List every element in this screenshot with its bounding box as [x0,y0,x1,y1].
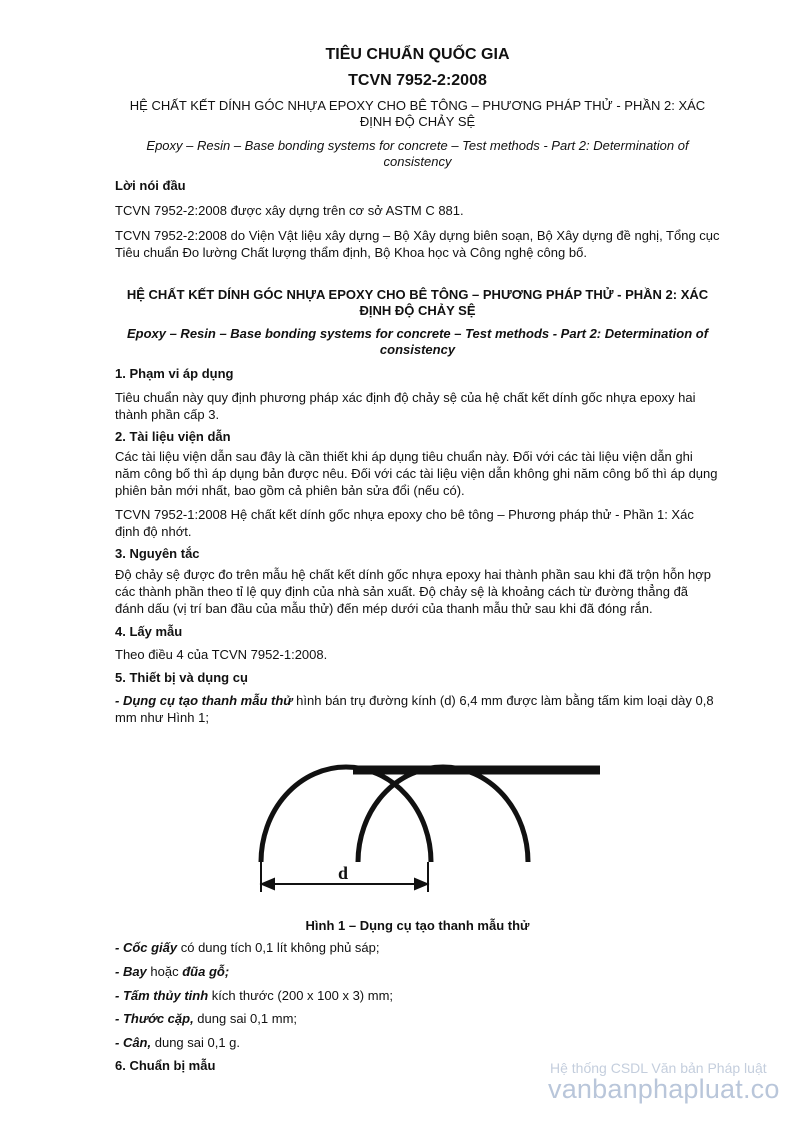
document-title: TIÊU CHUẨN QUỐC GIA [325,46,510,63]
equipment-item-stick-label: đũa gỗ; [182,964,230,979]
equipment-item-glass-label: - Tấm thủy tinh [115,988,209,1003]
section-2-text-2: TCVN 7952-1:2008 Hệ chất kết dính gốc nhựa epoxy cho bê tông – Phương pháp thử - Phần 1: Xác định độ nhớt. [115,507,694,539]
section-2-heading: 2. Tài liệu viện dẫn [115,429,231,444]
mold-arc-right [358,767,528,862]
equipment-item-caliper-text: dung sai 0,1 mm; [193,1011,298,1026]
equipment-item-scale-label: - Cân, [115,1035,152,1050]
section-3-heading: 3. Nguyên tắc [115,546,200,561]
standard-code: TCVN 7952-2:2008 [348,72,487,89]
section-3-text: Độ chảy sệ được đo trên mẫu hệ chất kết dính gốc nhựa epoxy hai thành phần sau khi đã trộn hỗn hợp các thành phần theo tỉ lệ quy định của nhà sản xuất. Độ chảy sệ là khoảng cách từ đường thẳng đã đánh dấu (vị trí ban đầu của mẫu thử) đến mép dưới của thanh mẫu thử sau khi đã đóng rắn. [115,567,712,616]
section-1-heading: 1. Phạm vi áp dụng [115,366,234,381]
watermark-line-2: vanbanphapluat.co [548,1074,780,1104]
section-4-text: Theo điều 4 của TCVN 7952-1:2008. [115,647,328,662]
figure-caption: Hình 1 – Dụng cụ tạo thanh mẫu thử [305,918,530,933]
equipment-item-cup-text: có dung tích 0,1 lít không phủ sáp; [177,940,380,955]
equipment-item-trowel-label: - Bay [115,964,147,979]
section-6-heading: 6. Chuẩn bị mẫu [115,1058,216,1073]
equipment-item-trowel-mid: hoặc [146,964,183,979]
section-4-heading: 4. Lấy mẫu [115,624,183,639]
equipment-item-cup [115,939,720,956]
foreword-paragraph-2: TCVN 7952-2:2008 do Viện Vật liệu xây dựng – Bộ Xây dựng biên soạn, Bộ Xây dựng đề nghị, Tổng cục Tiêu chuẩn Đo lường Chất lượng thẩm định, Bộ Khoa học và Công nghệ công bố. [115,228,720,260]
arrowhead-right [415,879,427,889]
equipment-item-mold-text: hình bán trụ đường kính (d) 6,4 mm được làm bằng tấm kim loại dày 0,8 mm như Hình 1; [115,693,714,725]
equipment-item-trowel [115,963,720,980]
foreword-paragraph-1: TCVN 7952-2:2008 được xây dựng trên cơ sở ASTM C 881. [115,203,464,218]
mold-arc-left [261,767,431,862]
body-title-vietnamese: HỆ CHẤT KẾT DÍNH GÓC NHỰA EPOXY CHO BÊ TÔNG – PHƯƠNG PHÁP THỬ - PHẦN 2: XÁC ĐỊNH ĐỘ CHẢY SỆ [126,287,709,318]
equipment-item-glass [115,987,720,1004]
equipment-item-glass-text: kích thước (200 x 100 x 3) mm; [208,988,394,1003]
mold-drawing [261,767,528,862]
foreword-heading: Lời nói đầu [115,178,186,193]
equipment-item-caliper-label: - Thước cặp, [115,1011,194,1026]
equipment-item-cup-label: - Cốc giấy [115,940,178,955]
section-5-heading: 5. Thiết bị và dụng cụ [115,670,248,685]
dimension-label: d [338,863,349,883]
arrowhead-left [262,879,274,889]
body-title-english: Epoxy – Resin – Base bonding systems for concrete – Test methods - Part 2: Determination of consistency [126,326,709,357]
equipment-item-mold [115,692,720,726]
equipment-item-mold-label: - Dụng cụ tạo thanh mẫu thử [115,693,293,708]
equipment-item-scale-text: dung sai 0,1 g. [151,1035,241,1050]
equipment-item-scale [115,1034,720,1051]
mold-figure [258,762,600,892]
section-1-text: Tiêu chuẩn này quy định phương pháp xác định độ chảy sệ của hệ chất kết dính gốc nhựa epoxy hai thành phần cấp 3. [115,390,696,422]
equipment-item-caliper [115,1010,720,1027]
section-2-text-1: Các tài liệu viện dẫn sau đây là cần thiết khi áp dụng tiêu chuẩn này. Đối với các tài liệu viện dẫn ghi năm công bố thì áp dụng bản được nêu. Đối với các tài liệu viện dẫn không ghi năm công bố thì áp dụng phiên bản mới nhất, bao gồm cả phiên bản sửa đổi (nếu có). [115,449,718,498]
title-vietnamese: HỆ CHẤT KẾT DÍNH GÓC NHỰA EPOXY CHO BÊ TÔNG – PHƯƠNG PHÁP THỬ - PHẦN 2: XÁC ĐỊNH ĐỘ CHẢY SỆ [129,98,706,129]
title-english: Epoxy – Resin – Base bonding systems for concrete – Test methods - Part 2: Determination of consistency [146,138,689,169]
watermark-line-1: Hệ thống CSDL Văn bản Pháp luật [550,1060,767,1076]
